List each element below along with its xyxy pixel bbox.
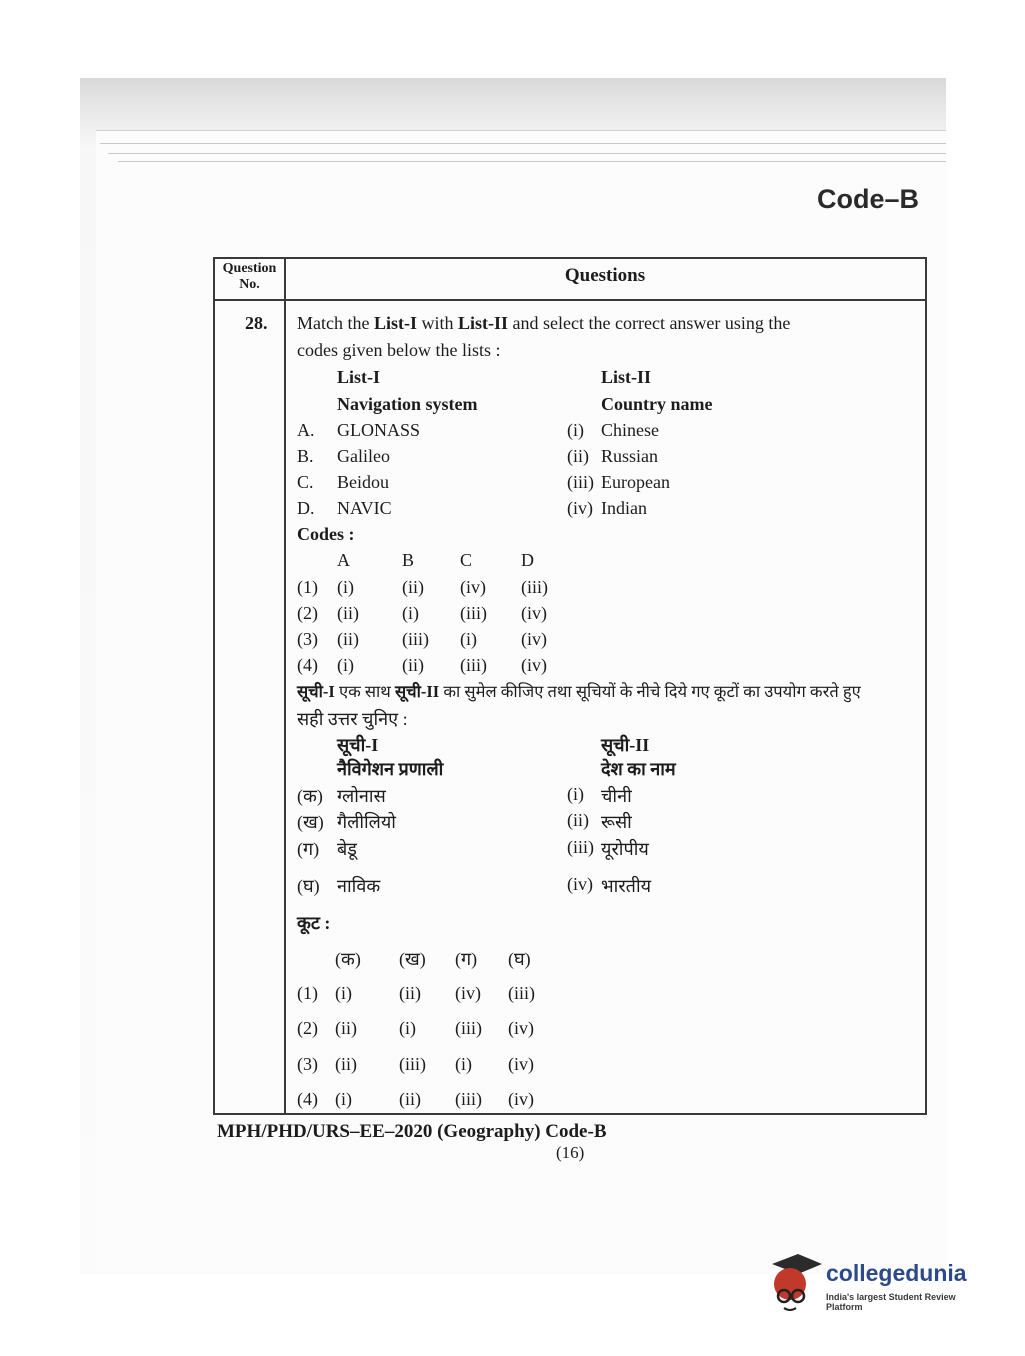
code-value-hindi: (iii) [508, 983, 535, 1003]
page-edge-line [118, 161, 946, 162]
list2-item-text-hindi: रूसी [601, 812, 632, 832]
list1-title: List-I [337, 367, 381, 387]
list1-item-text-hindi: नाविक [337, 876, 381, 896]
brand-tagline: India's largest Student Review Platform [826, 1292, 956, 1312]
list2-subtitle: Country name [601, 394, 713, 414]
list2-item-key-hindi: (ii) [567, 810, 589, 830]
page-edge-line [100, 143, 946, 144]
header-divider [215, 299, 925, 301]
page-number: (16) [556, 1143, 585, 1162]
code-value-hindi: (iv) [508, 1018, 534, 1038]
question-table [213, 257, 927, 1115]
code-column-header-hindi: (घ) [508, 949, 531, 969]
code-value-hindi: (iii) [399, 1054, 426, 1074]
list1-item-key-hindi: (घ) [297, 876, 320, 896]
list2-item-text: Chinese [601, 420, 659, 440]
code-value-hindi: (iv) [508, 1054, 534, 1074]
question-number-header: Question No. [222, 261, 277, 292]
list1-item-key: D. [297, 498, 315, 518]
code-option-number: (2) [297, 603, 318, 623]
intro-fragment: सूची-II [394, 682, 440, 701]
mascot-icon [764, 1250, 824, 1316]
intro-fragment: with [417, 313, 459, 333]
question-intro-english [297, 313, 790, 334]
list1-item-text-hindi: ग्लोनास [337, 786, 386, 806]
code-value-hindi: (ii) [335, 1054, 357, 1074]
code-value-hindi: (ii) [335, 1018, 357, 1038]
code-option-number-hindi: (2) [297, 1018, 318, 1038]
column-divider [284, 259, 286, 1113]
code-value: (iv) [521, 629, 547, 649]
list1-item-key-hindi: (ख) [297, 812, 324, 832]
code-option-number-hindi: (4) [297, 1089, 318, 1109]
question-intro-hindi [297, 679, 861, 702]
intro-fragment: एक साथ [334, 682, 395, 701]
list1-item-text: GLONASS [337, 420, 421, 440]
list1-item-key: B. [297, 446, 314, 466]
code-value-hindi: (i) [455, 1054, 472, 1074]
intro-fragment: and select the correct answer using the [508, 313, 791, 333]
code-value: (ii) [402, 655, 424, 675]
code-value: (ii) [337, 629, 359, 649]
intro-fragment: Match the [297, 313, 374, 333]
code-value-hindi: (iv) [455, 983, 481, 1003]
list2-item-key-hindi: (iii) [567, 837, 594, 857]
code-column-header: C [460, 550, 473, 570]
code-value-hindi: (i) [335, 983, 352, 1003]
code-value: (iv) [521, 655, 547, 675]
question-number: 28. [245, 313, 268, 333]
codes-label: Codes : [297, 524, 355, 544]
list1-item-key-hindi: (ग) [297, 839, 320, 859]
list1-item-text-hindi: बेडू [337, 839, 357, 859]
list2-item-text: European [601, 472, 670, 492]
list1-item-key: A. [297, 420, 315, 440]
question-intro-hindi-line2: सही उत्तर चुनिए : [297, 709, 408, 729]
code-value: (iv) [521, 603, 547, 623]
collegedunia-logo [764, 1250, 994, 1316]
list1-item-text: Beidou [337, 472, 389, 492]
code-value: (ii) [337, 603, 359, 623]
code-column-header-hindi: (क) [335, 949, 361, 969]
list2-item-key-hindi: (iv) [567, 874, 593, 894]
intro-fragment: List-I [373, 313, 417, 333]
list2-item-key: (iv) [567, 498, 593, 518]
code-option-number-hindi: (1) [297, 983, 318, 1003]
list2-item-key-hindi: (i) [567, 784, 584, 804]
list1-item-text: Galileo [337, 446, 390, 466]
code-value: (ii) [402, 577, 424, 597]
code-column-header: D [521, 550, 534, 570]
code-value: (i) [460, 629, 477, 649]
list2-subtitle-hindi: देश का नाम [601, 759, 676, 779]
code-value: (iii) [460, 603, 487, 623]
footer-exam-code: MPH/PHD/URS–EE–2020 (Geography) Code-B [217, 1121, 607, 1142]
list2-item-key: (iii) [567, 472, 594, 492]
code-value: (i) [402, 603, 419, 623]
page-edge-line [108, 153, 946, 154]
code-value-hindi: (iii) [455, 1089, 482, 1109]
code-column-header-hindi: (ख) [399, 949, 426, 969]
code-column-header-hindi: (ग) [455, 949, 478, 969]
list1-item-text: NAVIC [337, 498, 392, 518]
code-value: (iii) [460, 655, 487, 675]
code-value-hindi: (ii) [399, 1089, 421, 1109]
list2-item-text-hindi: यूरोपीय [601, 839, 649, 859]
list1-subtitle: Navigation system [337, 394, 478, 414]
list2-title: List-II [601, 367, 652, 387]
code-value-hindi: (ii) [399, 983, 421, 1003]
paper-code-label: Code–B [816, 184, 919, 214]
code-value-hindi: (i) [399, 1018, 416, 1038]
code-option-number: (3) [297, 629, 318, 649]
code-option-number: (1) [297, 577, 318, 597]
brand-name: collegedunia [826, 1260, 967, 1286]
list2-item-text-hindi: भारतीय [601, 876, 652, 896]
code-value-hindi: (iv) [508, 1089, 534, 1109]
code-column-header: B [402, 550, 415, 570]
intro-fragment: का सुमेल कीजिए तथा सूचियों के नीचे दिये गए कूटों का उपयोग करते हुए [439, 682, 861, 701]
intro-fragment: List-II [458, 313, 509, 333]
questions-header: Questions [564, 265, 646, 286]
code-option-number-hindi: (3) [297, 1054, 318, 1074]
codes-label-hindi: कूट : [297, 913, 331, 933]
list1-title-hindi: सूची-I [337, 735, 379, 755]
code-value-hindi: (iii) [455, 1018, 482, 1038]
code-option-number: (4) [297, 655, 318, 675]
code-value: (iv) [460, 577, 486, 597]
code-value-hindi: (i) [335, 1089, 352, 1109]
list2-item-key: (ii) [567, 446, 589, 466]
code-value: (i) [337, 577, 354, 597]
list1-item-key: C. [297, 472, 314, 492]
question-intro-english-line2: codes given below the lists : [297, 340, 501, 360]
list1-item-key-hindi: (क) [297, 786, 323, 806]
code-value: (i) [337, 655, 354, 675]
list2-item-text: Indian [601, 498, 647, 518]
code-value: (iii) [402, 629, 429, 649]
list2-item-key: (i) [567, 420, 584, 440]
list2-item-text-hindi: चीनी [601, 786, 632, 806]
code-value: (iii) [521, 577, 548, 597]
list1-item-text-hindi: गैलीलियो [337, 812, 396, 832]
list1-subtitle-hindi: नैविगेशन प्रणाली [337, 759, 444, 779]
intro-fragment: सूची-I [297, 682, 335, 701]
code-column-header: A [337, 550, 350, 570]
list2-item-text: Russian [601, 446, 659, 466]
list2-title-hindi: सूची-II [601, 735, 650, 755]
